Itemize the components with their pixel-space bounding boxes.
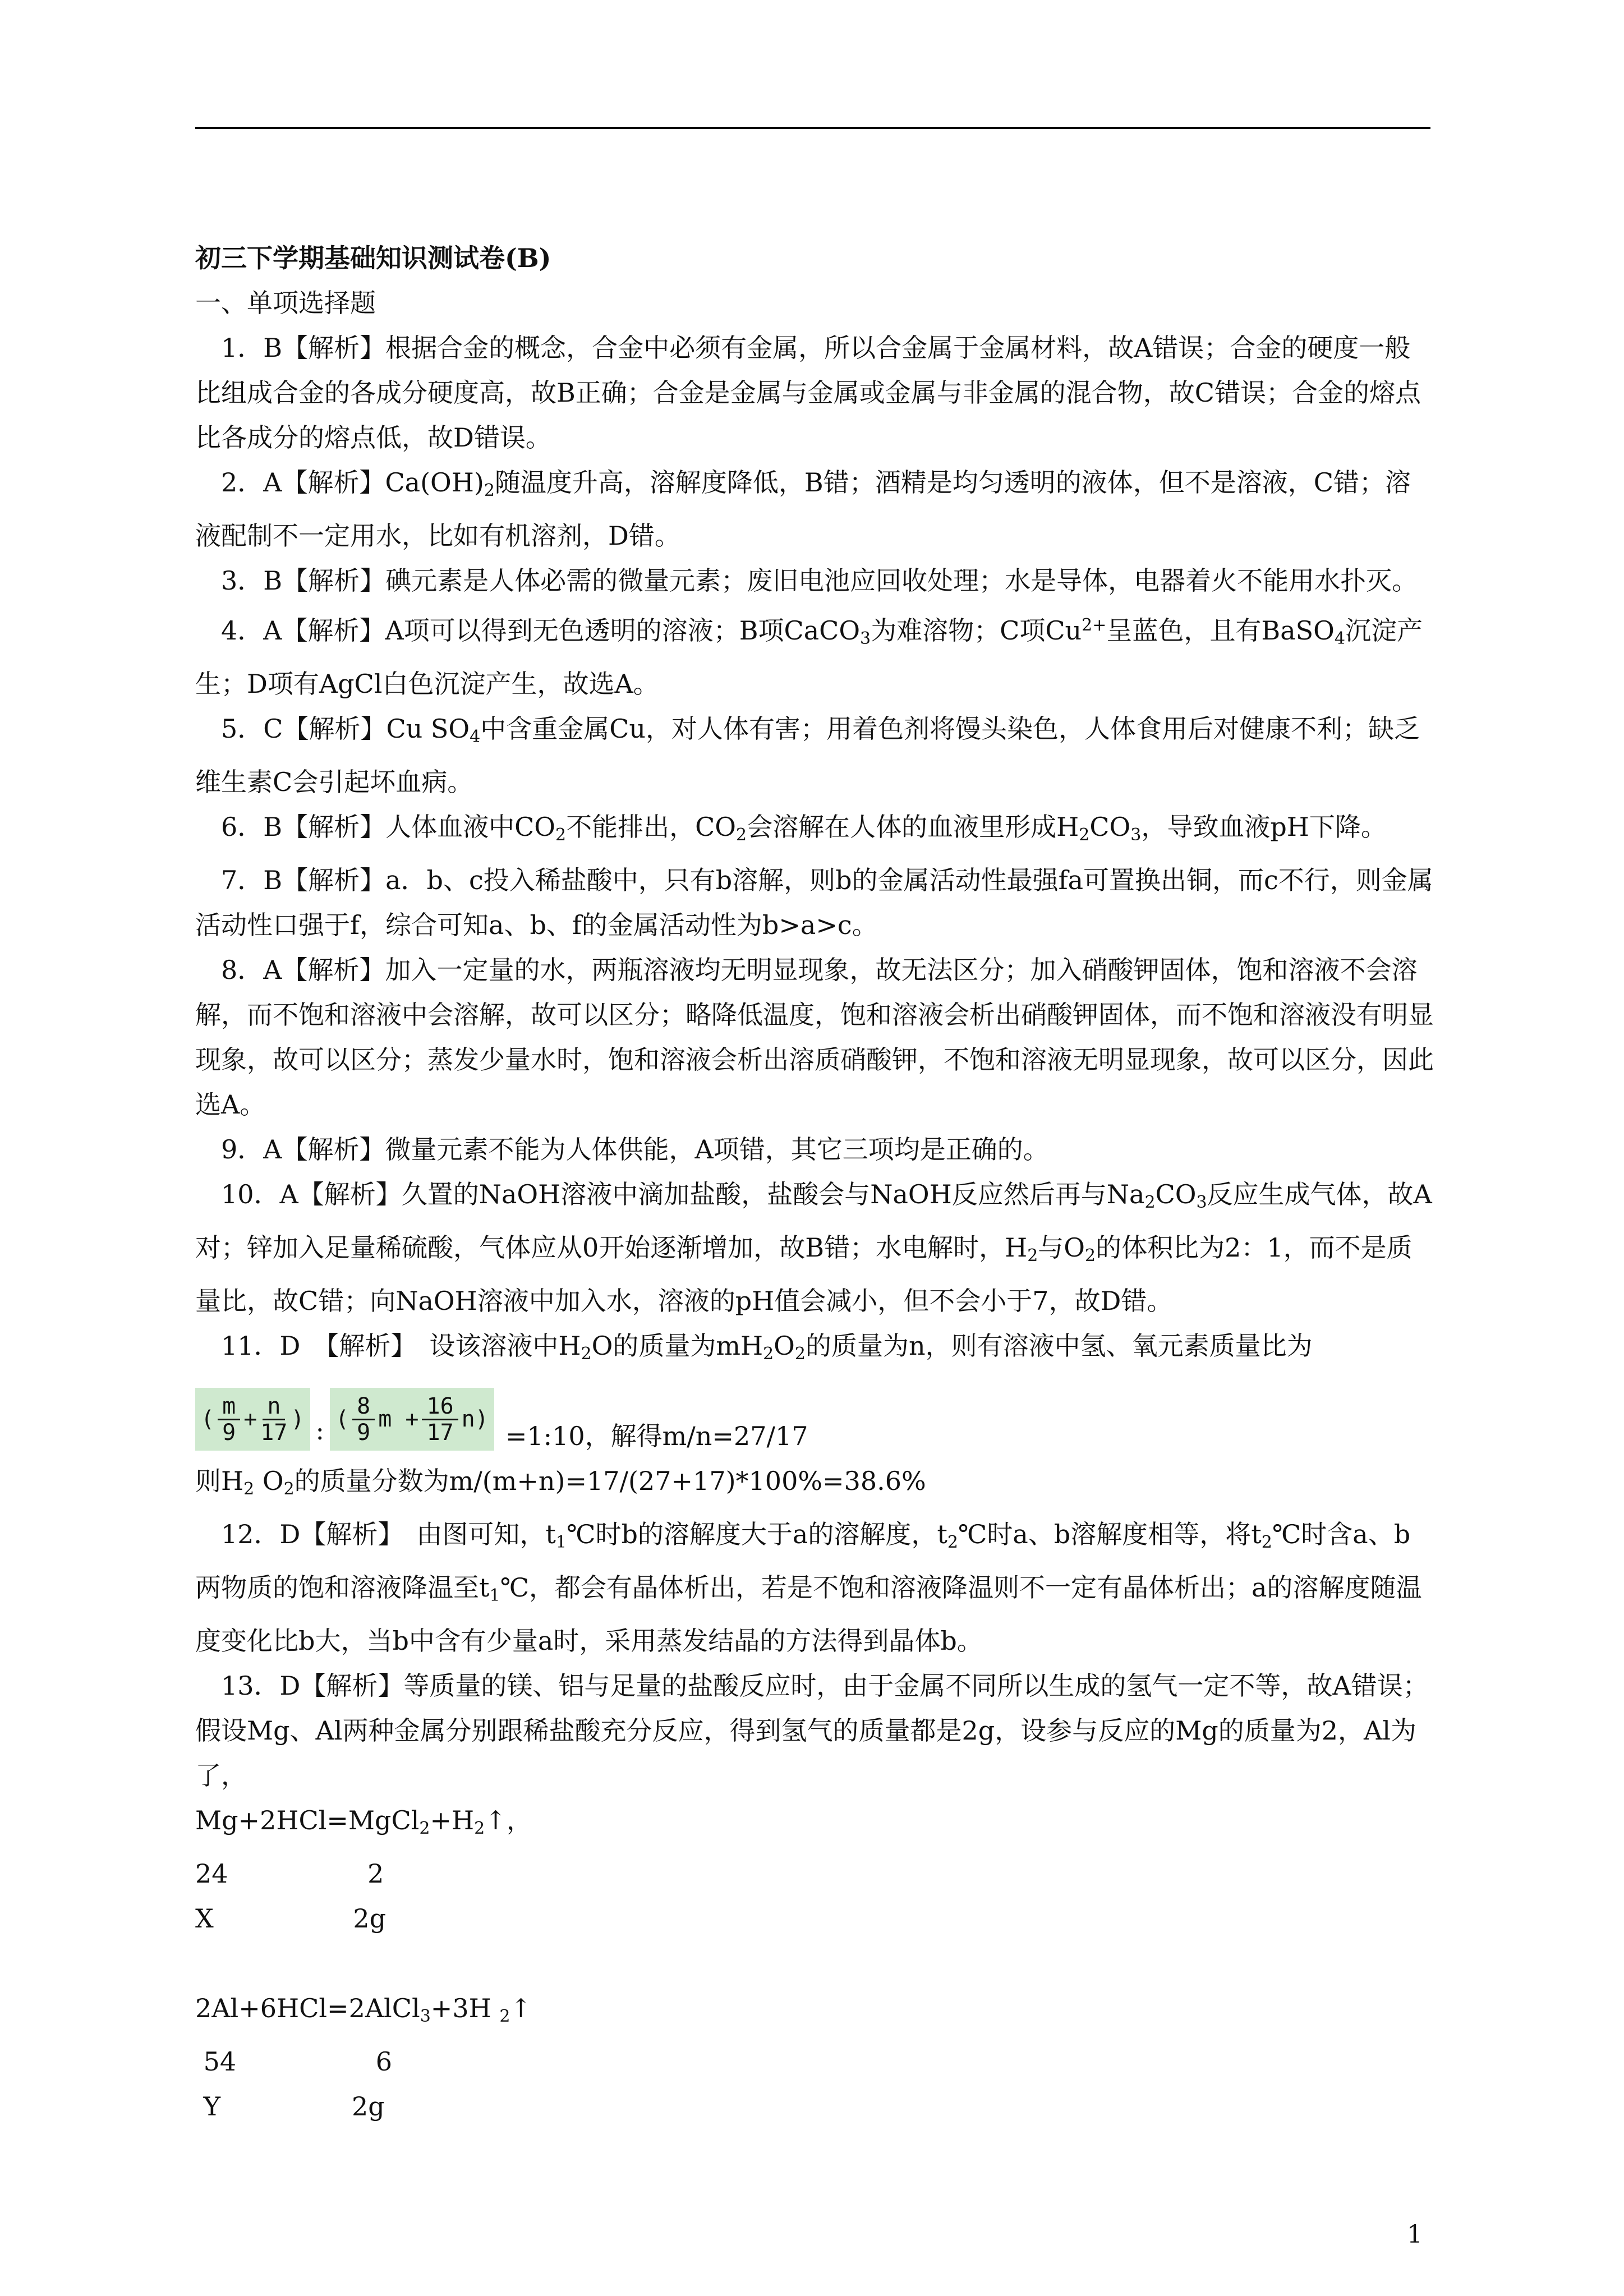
- oxygen-mass-expression: ( $\frac{8}{9}$ m + $\frac{16}{17}$ n ): [330, 1388, 494, 1451]
- answer-3: 3．B【解析】碘元素是人体必需的微量元素；废旧电池应回收处理；水是导体，电器着火不能用水扑灭。: [221, 565, 1418, 596]
- answer-10: 10．A【解析】久置的NaOH溶液中滴加盐酸，盐酸会与NaOH反应然后再与$Na_2CO_3$反应生成气体，故A对；锌加入足量稀硫酸，气体应从0开始逐渐增加，故B错；水电解时，$H_2$与$O_2$的体积比为2：1，而不是质量比，故C错；向NaOH溶液中加入水，溶液的pH值会减小，但不会小于7，故D错。: [195, 1179, 1432, 1316]
- document-body: [195, 236, 1435, 2129]
- answer-4: 4．A【解析】A项可以得到无色透明的溶液；B项CaCO$_3$为难溶物；C项$Cu^{2+}$呈蓝色，且有BaSO$_4$沉淀产生；D项有AgCl白色沉淀产生，故选A。: [195, 615, 1423, 699]
- answer-6: 6．B【解析】人体血液中$CO_2$不能排出，$CO_2$会溶解在人体的血液里形成$H_2CO_3$，导致血液pH下降。: [221, 812, 1387, 845]
- equation-mg: $Mg+2HCl=MgCl_2+H_2↑$，: [195, 1805, 532, 1838]
- hydrogen-mass-expression: ( $\frac{m}{9}$ + $\frac{n}{17}$ ): [195, 1388, 310, 1451]
- answer-12: 12．D【解析】 由图可知，$t_1℃$时b的溶解度大于a的溶解度，$t_2℃$时a、b溶解度相等，将$t_2℃$时含a、b两物质的饱和溶液降温至$t_1℃$，都会有晶体析出，若是不饱和溶液降温则不一定有晶体析出；a的溶解度随温度变化比b大，当b中含有少量a时，采用蒸发结晶的方法得到晶体b。: [195, 1519, 1422, 1656]
- ratio-result: =1:10，解得m/n=27/17: [505, 1421, 808, 1451]
- section-heading: 一、单项选择题: [195, 288, 376, 318]
- answer-2: 2．A【解析】$Ca(OH)_2$随温度升高，溶解度降低，B错；酒精是均匀透明的液体，但不是溶液，C错；溶液配制不一定用水，比如有机溶剂，D错。: [195, 467, 1411, 551]
- answer-11-result: 则$H_2$ $O_2$的质量分数为m/(m+n)=17/(27+17)*100%=38.6%: [195, 1466, 926, 1499]
- page-title: 初三下学期基础知识测试卷(B): [195, 243, 551, 273]
- equation-al: 2Al+6HCl=2AlCl$_3$+3H $_2$↑: [195, 1993, 532, 2026]
- answer-1: 1．B【解析】根据合金的概念，合金中必须有金属，所以合金属于金属材料，故A错误；合金的硬度一般比组成合金的各成分硬度高，故B正确；合金是金属与金属或金属与非金属的混合物，故C错误；合金的熔点比各成分的熔点低，故D错误。: [195, 333, 1421, 453]
- mass-ratio-formula: ( $\frac{m}{9}$ + $\frac{n}{17}$ ) : ( $\frac{8}{9}$ m + $\frac{16}{17}$ n ) =1:10，解得m/n=27/17: [195, 1380, 1435, 1458]
- answer-8: 8．A【解析】加入一定量的水，两瓶溶液均无明显现象，故无法区分；加入硝酸钾固体，饱和溶液不会溶解，而不饱和溶液中会溶解，故可以区分；略降低温度，饱和溶液会析出硝酸钾固体，而不饱和溶液没有明显现象，故可以区分；蒸发少量水时，饱和溶液会析出溶质硝酸钾，不饱和溶液无明显现象，故可以区分，因此选A。: [195, 955, 1434, 1120]
- equation-al-unknown: Y 2g: [195, 2091, 385, 2122]
- answer-13: 13．D【解析】等质量的镁、铝与足量的盐酸反应时，由于金属不同所以生成的氢气一定不等，故A错误；假设Mg、Al两种金属分别跟稀盐酸充分反应，得到氢气的质量都是2g，设参与反应的Mg的质量为2，Al为了，: [195, 1671, 1429, 1791]
- equation-mg-ratio: 24 2: [195, 1858, 384, 1889]
- equation-mg-unknown: X 2g: [195, 1903, 387, 1934]
- header-rule: [195, 127, 1430, 129]
- fraction-n-over-17: $\frac{n}{17}$: [260, 1393, 288, 1446]
- fraction-m-over-9: $\frac{m}{9}$: [218, 1394, 240, 1445]
- page-number: 1: [1407, 2220, 1423, 2249]
- equation-al-ratio: 54 6: [195, 2046, 392, 2077]
- fraction-16-over-17: $\frac{16}{17}$: [422, 1394, 458, 1445]
- answer-7: 7．B【解析】a．b、c投入稀盐酸中，只有b溶解，则b的金属活动性最强fa可置换出铜，而c不行，则金属活动性口强于f，综合可知a、b、f的金属活动性为b>a>c。: [195, 865, 1433, 940]
- fraction-8-over-9: $\frac{8}{9}$: [352, 1394, 375, 1445]
- answer-5: 5．C【解析】Cu $SO_4$中含重金属Cu，对人体有害；用着色剂将馒头染色，人体食用后对健康不利；缺乏维生素C会引起坏血病。: [195, 714, 1420, 797]
- answer-11: 11．D 【解析】 设该溶液中$H_2O$的质量为$mH_2O_2$的质量为n，则有溶液中氢、氧元素质量比为: [221, 1331, 1313, 1364]
- answer-9: 9．A【解析】微量元素不能为人体供能，A项错，其它三项均是正确的。: [221, 1134, 1049, 1165]
